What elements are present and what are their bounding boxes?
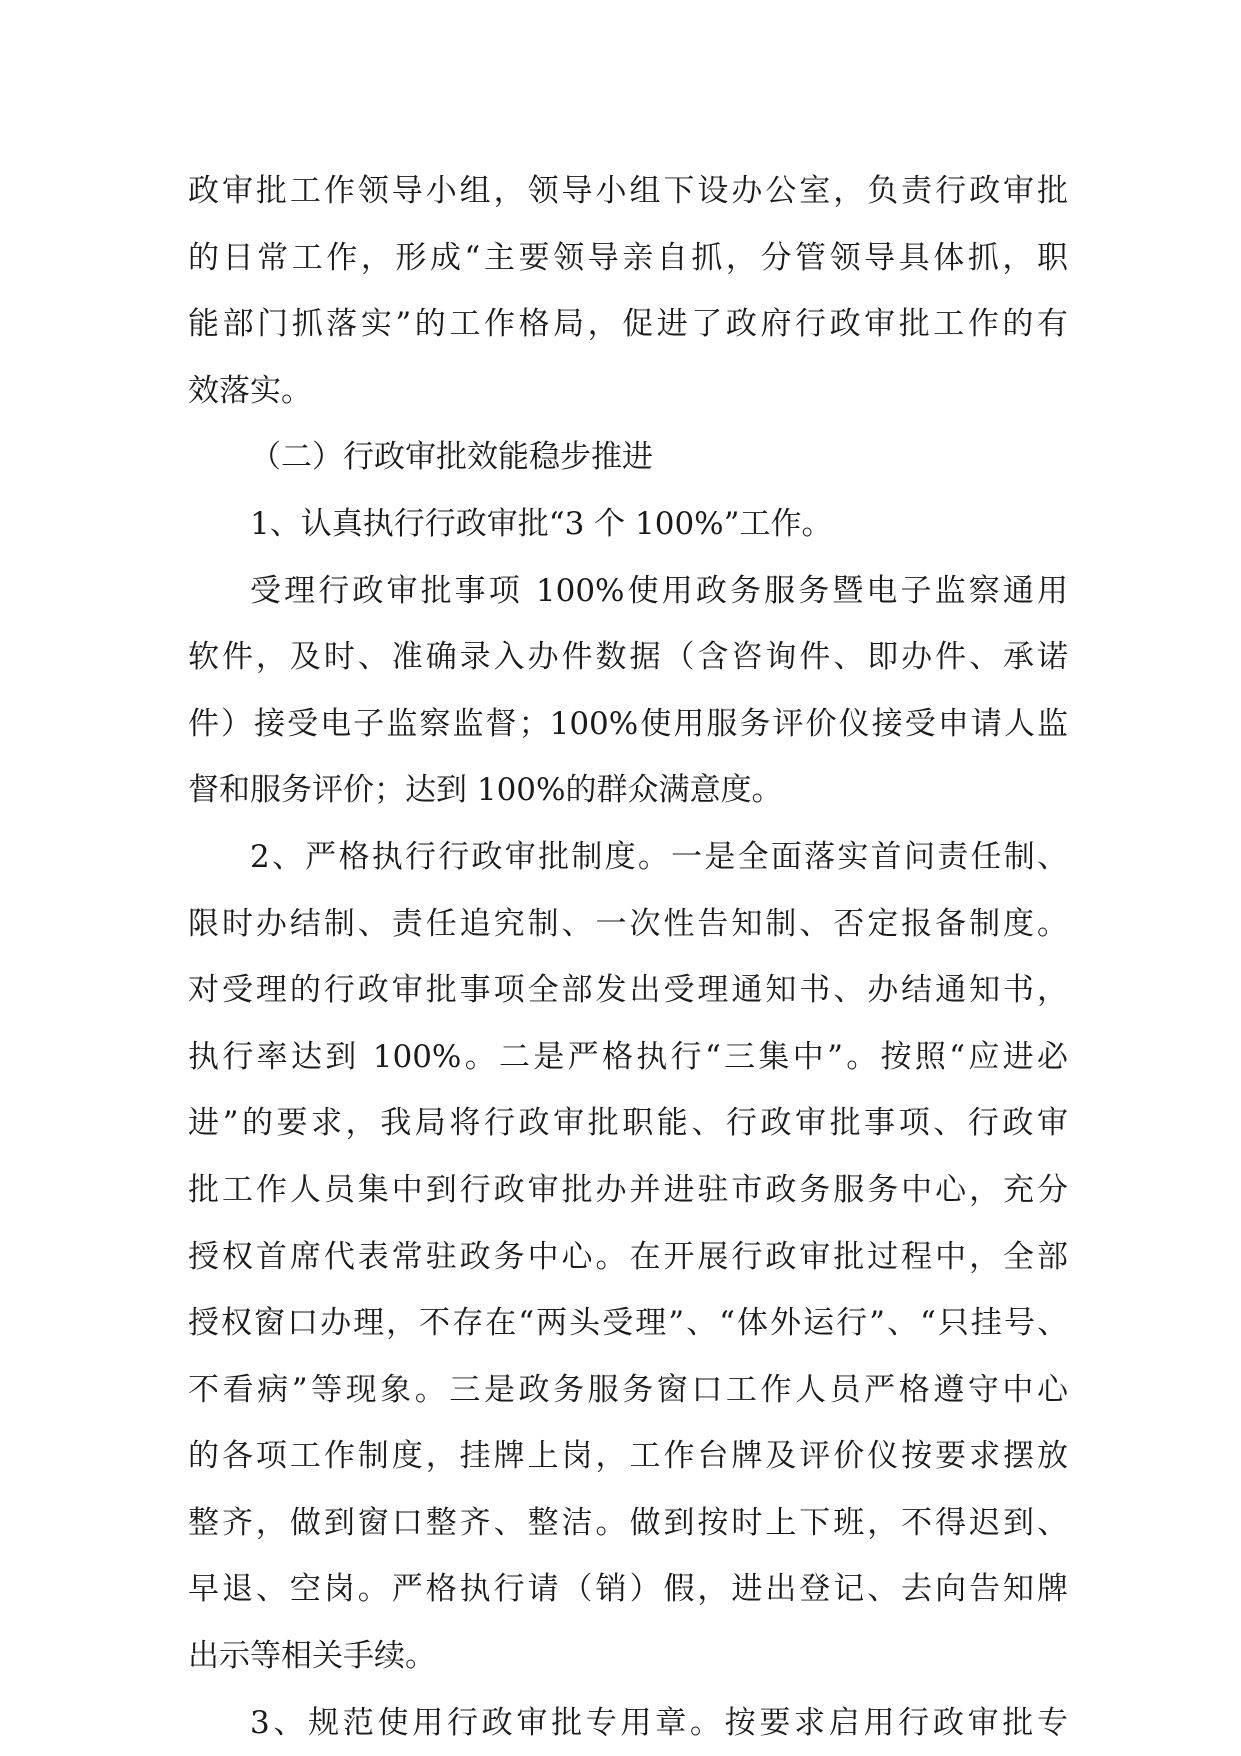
body-text <box>188 158 1068 1756</box>
text-line: 政审批工作领导小组，领导小组下设办公室，负责行政审批 <box>188 173 1068 209</box>
text-line: 督和服务评价；达到 100%的群众满意度。 <box>188 772 783 809</box>
text-line: 进”的要求，我局将行政审批职能、行政审批事项、行政审 <box>188 1105 1068 1142</box>
text-line: 对受理的行政审批事项全部发出受理通知书、办结通知书， <box>188 972 1068 1009</box>
text-line: 的各项工作制度，挂牌上岗，工作台牌及评价仪按要求摆放 <box>188 1438 1068 1475</box>
text-line: 授权首席代表常驻政务中心。在开展行政审批过程中，全部 <box>188 1238 1068 1275</box>
text-line: 软件，及时、准确录入办件数据（含咨询件、即办件、承诺 <box>188 639 1068 676</box>
text-line: 受理行政审批事项 100%使用政务服务暨电子监察通用 <box>250 572 1068 609</box>
text-line: 效落实。 <box>188 372 312 409</box>
text-line: 不看病”等现象。三是政务服务窗口工作人员严格遵守中心 <box>188 1371 1068 1408</box>
subsection-heading: 1、认真执行行政审批“3 个 100%”工作。 <box>250 505 833 542</box>
text-line: 件）接受电子监察监督；100%使用服务评价仪接受申请人监 <box>188 705 1068 742</box>
text-line: 能部门抓落实”的工作格局，促进了政府行政审批工作的有 <box>188 306 1068 343</box>
section-heading: （二）行政审批效能稳步推进 <box>250 439 653 476</box>
text-line: 执行率达到 100%。二是严格执行“三集中”。按照“应进必 <box>188 1038 1068 1075</box>
subsection-heading: 2、严格执行行政审批制度。一是全面落实首问责任制、 <box>250 838 1068 875</box>
subsection-heading: 3、规范使用行政审批专用章。按要求启用行政审批专 <box>250 1704 1068 1741</box>
text-line: 授权窗口办理，不存在“两头受理”、“体外运行”、“只挂号、 <box>188 1305 1068 1342</box>
text-line: 整齐，做到窗口整齐、整洁。做到按时上下班，不得迟到、 <box>188 1504 1068 1541</box>
text-line: 批工作人员集中到行政审批办并进驻市政务服务中心，充分 <box>188 1171 1068 1208</box>
text-line: 的日常工作，形成“主要领导亲自抓，分管领导具体抓，职 <box>188 239 1068 276</box>
text-line: 早退、空岗。严格执行请（销）假，进出登记、去向告知牌 <box>188 1571 1068 1608</box>
text-line: 出示等相关手续。 <box>188 1638 436 1675</box>
text-line: 限时办结制、责任追究制、一次性告知制、否定报备制度。 <box>188 905 1068 942</box>
